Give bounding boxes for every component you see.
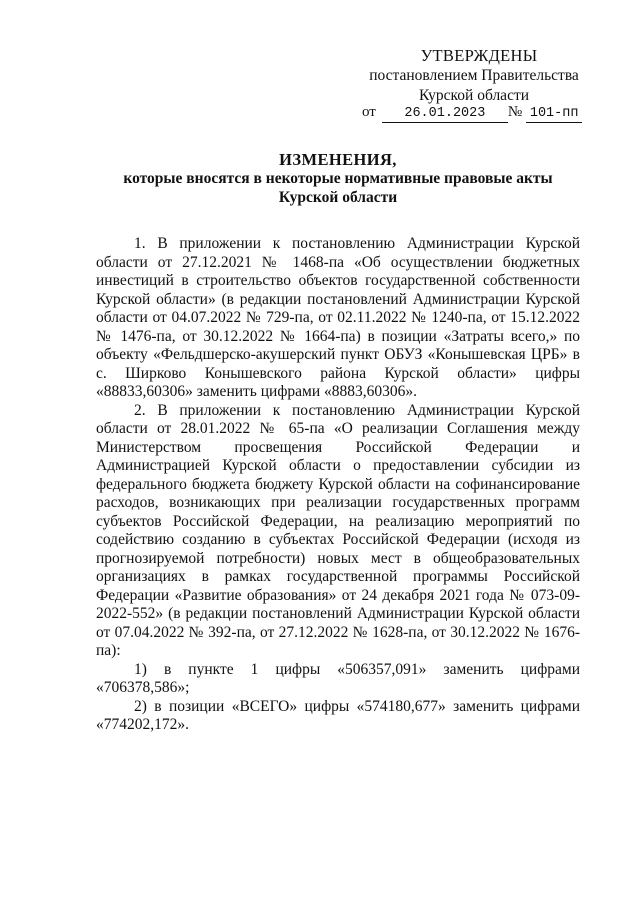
subitem-1: 1) в пункте 1 цифры «506357,091» заменить цифрами «706378,586»; [96, 660, 580, 696]
approval-block [360, 46, 588, 106]
title-main: ИЗМЕНЕНИЯ, [279, 150, 397, 169]
date-prefix: от [362, 104, 376, 120]
approval-line-1: постановлением Правительства [369, 67, 579, 84]
approval-date: 26.01.2023 [382, 105, 508, 123]
title-subtitle-2: Курской области [278, 189, 398, 206]
subitem-2: 2) в позиции «ВСЕГО» цифры «574180,677» заменить цифрами «774202,172». [96, 697, 580, 733]
approval-date-number [362, 102, 590, 123]
document-body [96, 235, 580, 735]
document-title [96, 150, 580, 207]
number-prefix: № [507, 104, 523, 120]
approval-line-2: Курской области [418, 87, 530, 104]
approval-number: 101-пп [526, 105, 582, 123]
paragraph-2: 2. В приложении к постановлению Администрации Курской области от 28.01.2022 № 65-па «О реализации Соглашения между Министерством просвещения Российской Федерации и Администрацией Курской области о предоставлении субсидии из федерального бюджета бюджету Курской области на софинансирование расходов, возникающих при реализации государственных программ субъектов Российской Федерации, на реализацию мероприятий по содействию созданию в субъектах Российской Федерации (исходя из прогнозируемой потребности) новых мест в общеобразовательных организациях в рамках государственной программы Российской Федерации «Развитие образования» от 24 декабря 2021 года № 073-09-2022-552» (в редакции постановлений Администрации Курской области от 07.04.2022 № 392-па, от 27.12.2022 № 1628-па, от 30.12.2022 № 1676-па): [96, 401, 580, 659]
paragraph-1: 1. В приложении к постановлению Администрации Курской области от 27.12.2021 № 1468-па «Об осуществлении бюджетных инвестиций в строительство объектов государственной собственности Курской области» (в редакции постановлений Администрации Курской области от 04.07.2022 № 729-па, от 02.11.2022 № 1240-па, от 15.12.2022 № 1476-па, от 30.12.2022 № 1664-па) в позиции «Затраты всего,» по объекту «Фельдшерско-акушерский пункт ОБУЗ «Конышевская ЦРБ» в с. Ширково Конышевского района Курской области» цифры «88833,60306» заменить цифрами «8883,60306». [96, 235, 580, 400]
approval-heading: УТВЕРЖДЕНЫ [420, 46, 538, 65]
title-subtitle-1: которые вносятся в некоторые нормативные правовые акты [123, 170, 553, 187]
